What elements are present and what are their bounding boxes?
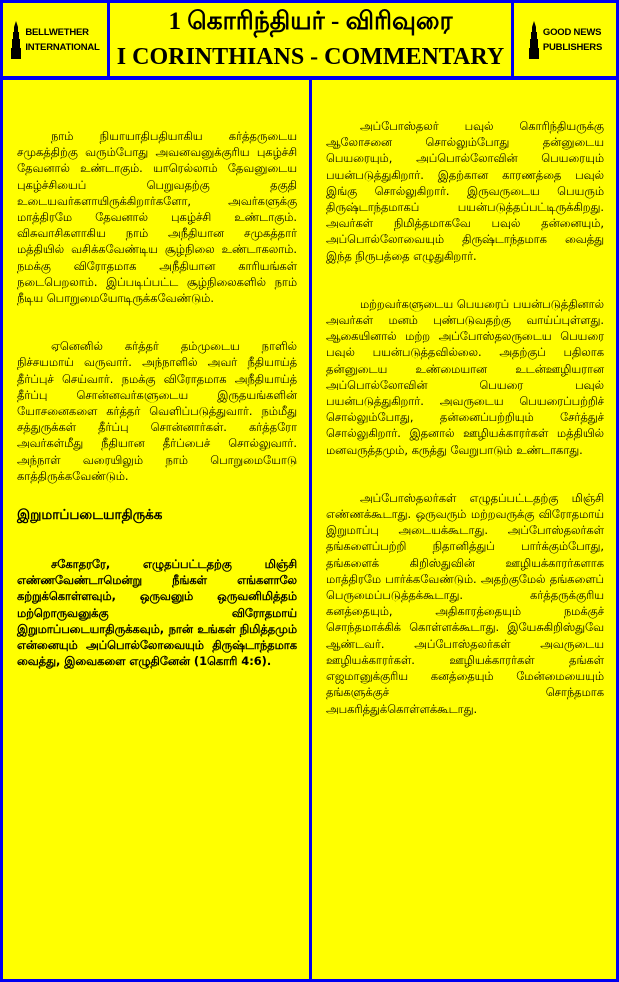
paragraph: ஏனெனில் கர்த்தர் தம்முடைய நாளில் நிச்சயமாய் வருவார். அந்நாளில் அவர் நீதியாய்த் தீர்ப்புச் செய்வார். நமக்கு விரோதமாக அநீதியாய்த் தீர்ப்பு சொன்னவர்களுடைய இருதயங்களின் யோசனைகளை கர்த்தர் வெளிப்படுத்துவார். நம்மீது சத்துருக்கள் தீர்ப்பு சொன்னார்கள். கர்த்தரோ அவர்கள்மீது நீதியான தீர்ப்பைச் சொல்லுவார். அந்நாள் வரையிலும் நாம் பொறுமையோடு காத்திருக்கவேண்டும்.	[17, 339, 297, 483]
paragraph: அப்போஸ்தலர்கள் எழுதப்பட்டதற்கு மிஞ்சி எண்ணக்கூடாது. ஒருவரும் மற்றவருக்கு விரோதமாய் இறுமாப்பு அடையக்கூடாது. அப்போஸ்தலர்கள் தங்களைப்பற்றி நிதானித்துப் பார்க்கும்போது, தங்களைக் கிறிஸ்துவின் ஊழியக்காரர்களாக மாத்திரமே பார்க்கவேண்டும். அதற்குமேல் தங்களைப் பெருமைப்படுத்தக்கூடாது. கர்த்தருக்குரிய கனத்தையும், அதிகாரத்தையும் நமக்குச் சொந்தமாக்கிக் கொள்ளக்கூடாது. இயேசுகிறிஸ்துவே ஆண்டவர். அப்போஸ்தலர்கள் அவருடைய ஊழியக்காரர்கள். ஊழியக்காரர்கள் தங்கள் எஜமானுக்குரிய கனத்தையும் மேன்மையையும் தங்களுக்குச் சொந்தமாக அபகரித்துக்கொள்ளக்கூடாது.	[326, 490, 604, 716]
scripture-verse: சகோதரரே, எழுதப்பட்டதற்கு மிஞ்சி எண்ணவேண்டாமென்று நீங்கள் எங்களாலே கற்றுக்கொள்ளவும், ஒருவனும் ஒருவனிமித்தம் மற்றொருவனுக்கு விரோதமாய் இறுமாப்படையாதிருக்கவும், நான் உங்கள் நிமித்தமும் என்னையும் அப்பொல்லோவையும் திருஷ்டாந்தமாக வைத்து, இவைகளை எழுதினேன் (1கொரி 4:6).	[17, 557, 297, 669]
right-column	[312, 80, 616, 979]
paragraph: அப்போஸ்தலர் பவுல் கொரிந்தியருக்கு ஆலோசனை சொல்லும்போது தன்னுடைய பெயரையும், அப்பொல்லோவின் பெயரையும் பயன்படுத்துகிறார். இதற்கான காரணத்தை பவுல் இங்கு சொல்லுகிறார். இருவருடைய பெயரும் திருஷ்டாந்தமாகப் பயன்படுத்தப்பட்டிருக்கிறது. அவர்கள் நிமித்தமாகவே பவுல் தன்னையும், அப்பொல்லோவையும் திருஷ்டாந்தமாக வைத்து இந்த நிருபத்தை எழுதுகிறார்.	[326, 119, 604, 263]
logo-right-line2: PUBLISHERS	[542, 41, 603, 53]
logo-left-line2: INTERNATIONAL	[25, 41, 100, 53]
bell-tower-icon	[10, 21, 22, 59]
header-title	[110, 3, 511, 76]
title-english: I CORINTHIANS - COMMENTARY	[116, 44, 505, 70]
bell-tower-icon	[528, 21, 540, 59]
logo-right-line1: GOOD NEWS	[542, 26, 602, 38]
section-heading: இறுமாப்படையாதிருக்க	[17, 507, 163, 524]
paragraph: மற்றவர்களுடைய பெயரைப் பயன்படுத்தினால் அவர்கள் மனம் புண்படுவதற்கு வாய்ப்புள்ளது. ஆகையினால் மற்ற அப்போஸ்தலருடைய பெயரை பவுல் பயன்படுத்தவில்லை. அதற்குப் பதிலாக தன்னுடைய உண்மையான உடன்ஊழியரான அப்பொல்லோவின் பெயரை பவுல் பயன்படுத்துகிறார். அவருடைய பெயரைப்பற்றிச் சொல்லும்போது, தன்னைப்பற்றியும் சேர்த்துச் சொல்லுகிறார். இதனால் ஊழியக்காரர்கள் மத்தியில் மனவருத்தமும், கருத்து வேறுபாடும் உண்டாகாது.	[326, 296, 604, 457]
logo-left-line1: BELLWETHER	[25, 26, 89, 38]
left-column	[3, 80, 309, 979]
bellwether-logo	[3, 3, 107, 76]
paragraph: நாம் நியாயாதிபதியாகிய கர்த்தருடைய சமுகத்திற்கு வரும்போது அவனவனுக்குரிய புகழ்ச்சி தேவனால் உண்டாகும். யாரெல்லாம் தேவனுடைய புகழ்ச்சியைப் பெறுவதற்கு தகுதி உடையவர்களாயிருக்கிறார்களோ, அவர்களுக்கு மாத்திரமே தேவனால் புகழ்ச்சி உண்டாகும். விசுவாசிகளாகிய நாம் அநீதியான சமுகத்தார் மத்தியில் வசிக்கவேண்டிய சூழ்நிலை உண்டாகலாம். நமக்கு விரோதமாக அநீதியான காரியங்கள் நடைபெறலாம். இப்படிப்பட்ட சூழ்நிலைகளில் நாம் நீடிய பொறுமையோடிருக்கவேண்டும்.	[17, 129, 297, 306]
good-news-logo	[514, 3, 616, 76]
title-tamil: 1 கொரிந்தியர் - விரிவுரை	[168, 8, 453, 35]
